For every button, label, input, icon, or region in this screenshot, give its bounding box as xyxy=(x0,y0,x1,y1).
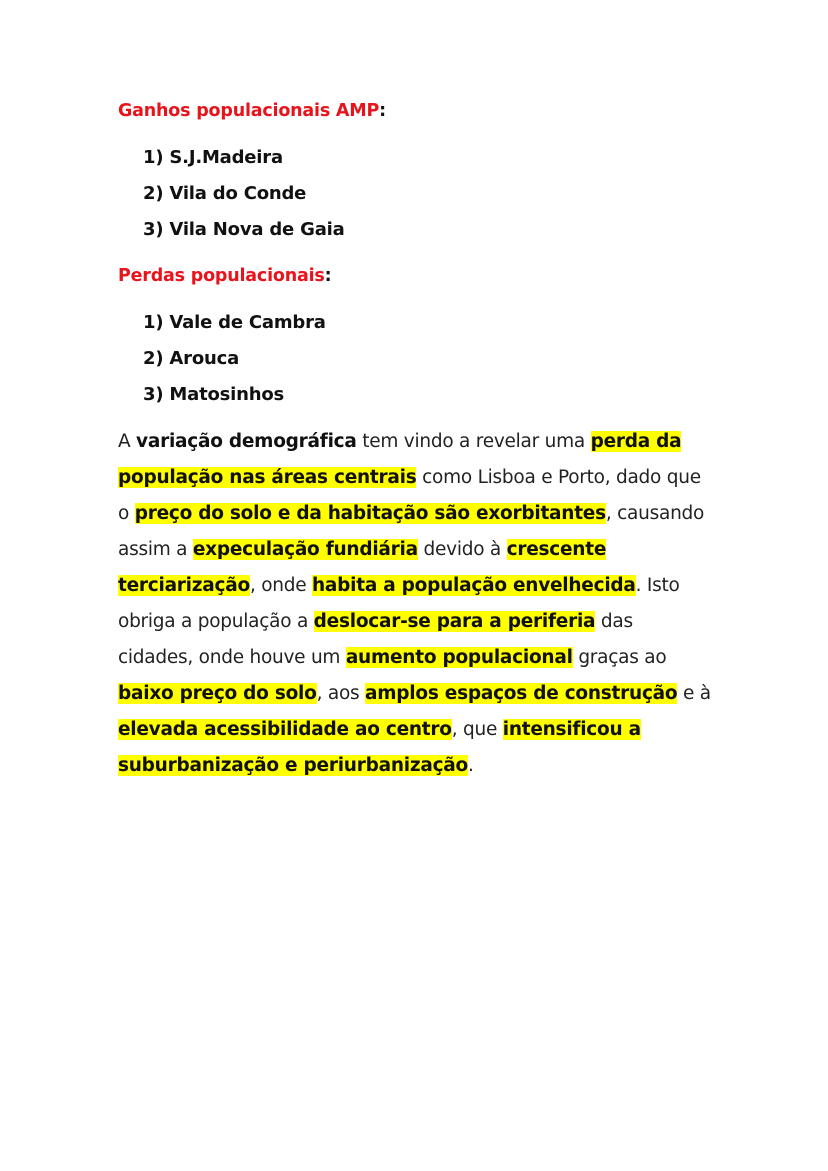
paragraph-line xyxy=(118,748,738,784)
losses-colon: : xyxy=(324,266,332,286)
gains-colon: : xyxy=(379,101,386,121)
text-segment: graças ao xyxy=(572,647,667,668)
list-item: 3) Matosinhos xyxy=(143,384,285,405)
highlighted-text: preço do solo e da habitação são exorbitantes xyxy=(134,503,606,524)
highlighted-text: amplos espaços de construção xyxy=(365,683,678,704)
highlighted-text: baixo preço do solo xyxy=(118,683,317,704)
text-segment: cidades, onde houve um xyxy=(118,647,346,668)
text-segment: . xyxy=(468,755,474,776)
highlighted-text: expeculação fundiária xyxy=(192,539,418,560)
list-item: 3) Vila Nova de Gaia xyxy=(143,219,345,240)
text-segment: e à xyxy=(677,683,711,704)
list-item: 2) Vila do Conde xyxy=(143,183,307,204)
highlighted-text: elevada acessibilidade ao centro xyxy=(118,719,452,740)
highlighted-text: perda da xyxy=(590,431,682,452)
paragraph-line xyxy=(118,568,738,604)
text-segment: . Isto xyxy=(635,575,680,596)
losses-title: Perdas populacionais xyxy=(118,266,325,286)
text-segment: , onde xyxy=(249,575,312,596)
list-item: 1) Vale de Cambra xyxy=(143,312,326,333)
text-segment: , causando xyxy=(605,503,705,524)
highlighted-text: habita a população envelhecida xyxy=(312,575,636,596)
gains-list xyxy=(143,140,345,248)
text-segment: obriga a população a xyxy=(118,611,314,632)
highlighted-text: terciarização xyxy=(118,575,250,596)
gains-heading xyxy=(118,101,386,121)
text-segment: , aos xyxy=(316,683,366,704)
gains-title: Ganhos populacionais AMP xyxy=(118,101,380,121)
text-segment: assim a xyxy=(118,539,193,560)
highlighted-text: população nas áreas centrais xyxy=(118,467,417,488)
paragraph-line xyxy=(118,424,738,460)
text-segment: , que xyxy=(451,719,503,740)
text-segment: o xyxy=(118,503,135,524)
paragraph-line xyxy=(118,712,738,748)
body-paragraph xyxy=(118,424,738,784)
bold-text: variação demográfica xyxy=(136,431,357,452)
text-segment: como Lisboa e Porto, dado que xyxy=(416,467,701,488)
paragraph-line xyxy=(118,676,738,712)
losses-heading xyxy=(118,266,331,286)
paragraph-line xyxy=(118,532,738,568)
paragraph-line xyxy=(118,604,738,640)
highlighted-text: aumento populacional xyxy=(345,647,573,668)
list-item: 1) S.J.Madeira xyxy=(143,147,283,168)
paragraph-line xyxy=(118,640,738,676)
highlighted-text: intensificou a xyxy=(502,719,641,740)
highlighted-text: suburbanização e periurbanização xyxy=(118,755,468,776)
highlighted-text: deslocar-se para a periferia xyxy=(313,611,596,632)
losses-list xyxy=(143,305,326,413)
text-segment: A xyxy=(118,431,137,452)
text-segment: devido à xyxy=(417,539,507,560)
list-item: 2) Arouca xyxy=(143,348,240,369)
highlighted-text: crescente xyxy=(506,539,607,560)
text-segment: das xyxy=(595,611,633,632)
text-segment: tem vindo a revelar uma xyxy=(356,431,591,452)
paragraph-line xyxy=(118,496,738,532)
paragraph-line xyxy=(118,460,738,496)
